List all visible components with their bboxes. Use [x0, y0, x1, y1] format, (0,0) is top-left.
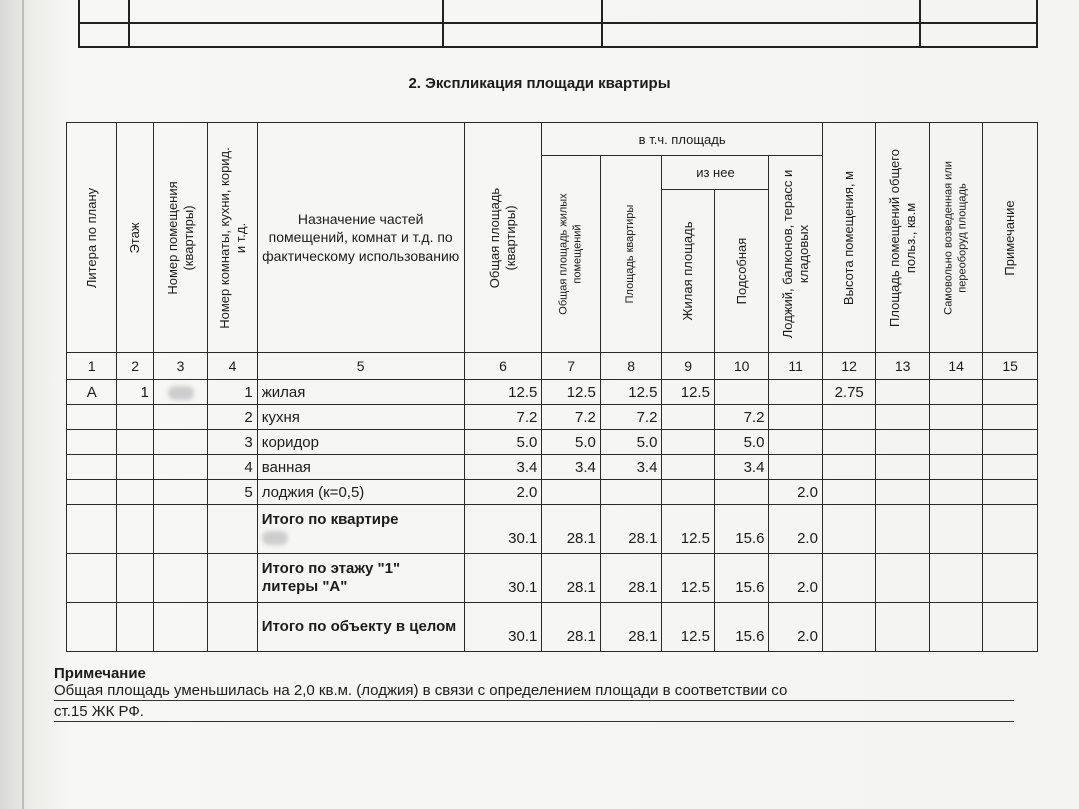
empty-cell	[208, 603, 257, 652]
cell-loggia	[769, 430, 822, 455]
header-living-area: Жилая площадь	[662, 189, 714, 353]
total-total: 30.1	[464, 554, 542, 603]
total-loggia: 2.0	[769, 554, 822, 603]
cell-total: 3.4	[464, 455, 542, 480]
empty-cell	[67, 603, 117, 652]
empty-cell	[153, 505, 208, 554]
total-aux: 15.6	[714, 603, 769, 652]
total-aux: 15.6	[714, 505, 769, 554]
header-floor: Этаж	[117, 123, 153, 353]
cell-liter	[67, 455, 117, 480]
cell-purpose: кухня	[257, 405, 464, 430]
empty-cell	[208, 505, 257, 554]
cell-living	[662, 430, 714, 455]
empty-cell	[983, 554, 1038, 603]
empty-cell	[153, 554, 208, 603]
cell-floor	[117, 480, 153, 505]
cell-aux: 7.2	[714, 405, 769, 430]
cell-apt: 3.4	[600, 455, 662, 480]
cell-aux: 3.4	[714, 455, 769, 480]
total-total: 30.1	[464, 505, 542, 554]
total-living-total: 28.1	[542, 505, 601, 554]
cell-height	[822, 455, 875, 480]
total-living-total: 28.1	[542, 554, 601, 603]
column-number-row: 1 2 3 4 5 6 7 8 9 10 11 12 13 14 15	[67, 353, 1038, 380]
total-loggia: 2.0	[769, 603, 822, 652]
cell-purpose: лоджия (к=0,5)	[257, 480, 464, 505]
header-unauthorized-area: Самовольно возведенная или переоборуд площадь	[929, 123, 982, 353]
empty-cell	[929, 505, 982, 554]
cell-apt	[600, 480, 662, 505]
empty-cell	[929, 603, 982, 652]
empty-cell	[876, 603, 929, 652]
cell-room: 2	[208, 405, 257, 430]
table-row	[67, 480, 1038, 505]
cell-living: 12.5	[662, 380, 714, 405]
cell-living	[662, 405, 714, 430]
totals-label-text: Итого по квартире	[261, 511, 399, 528]
cell-height	[822, 430, 875, 455]
empty-cell	[822, 554, 875, 603]
cell-liter: А	[67, 380, 117, 405]
empty-cell	[983, 380, 1038, 405]
cell-floor	[117, 455, 153, 480]
empty-cell	[929, 455, 982, 480]
total-aux: 15.6	[714, 554, 769, 603]
cell-floor: 1	[117, 380, 153, 405]
empty-cell	[876, 405, 929, 430]
empty-cell	[117, 603, 153, 652]
cell-room: 1	[208, 380, 257, 405]
empty-cell	[67, 505, 117, 554]
cell-height: 2.75	[822, 380, 875, 405]
explication-table	[66, 122, 1038, 652]
cell-loggia	[769, 405, 822, 430]
cell-total: 5.0	[464, 430, 542, 455]
header-height: Высота помещения, м	[822, 123, 875, 353]
header-room-number: Номер комнаты, кухни, корид. и т.д.	[208, 123, 257, 353]
empty-cell	[822, 505, 875, 554]
empty-cell	[876, 505, 929, 554]
table-row	[67, 405, 1038, 430]
header-premise-number: Номер помещения (квартиры)	[153, 123, 208, 353]
empty-cell	[876, 554, 929, 603]
cell-aux	[714, 480, 769, 505]
header-loggia: Лоджий, балконов, терасс и кладовых	[769, 156, 822, 353]
cell-aux	[714, 380, 769, 405]
cell-floor	[117, 430, 153, 455]
header-auxiliary: Подсобная	[714, 189, 769, 353]
note-heading: Примечание	[54, 665, 146, 682]
cell-height	[822, 405, 875, 430]
cell-room: 5	[208, 480, 257, 505]
totals-label-text: Итого по объекту в целом	[261, 618, 457, 635]
page-title: 2. Экспликация площади квартиры	[408, 75, 671, 92]
table-row	[67, 380, 1038, 405]
cell-loggia	[769, 455, 822, 480]
empty-cell	[876, 430, 929, 455]
header-liter: Литера по плану	[67, 123, 117, 353]
cell-living-total: 5.0	[542, 430, 601, 455]
header-total-area: Общая площадь (квартиры)	[464, 123, 542, 353]
cell-apt: 5.0	[600, 430, 662, 455]
total-apt: 28.1	[600, 603, 662, 652]
cell-liter	[67, 405, 117, 430]
cell-floor	[117, 405, 153, 430]
empty-cell	[983, 430, 1038, 455]
empty-cell	[117, 505, 153, 554]
empty-cell	[929, 554, 982, 603]
empty-cell	[876, 480, 929, 505]
empty-cell	[876, 380, 929, 405]
cell-room: 4	[208, 455, 257, 480]
total-living: 12.5	[662, 603, 714, 652]
total-apt: 28.1	[600, 505, 662, 554]
empty-cell	[983, 505, 1038, 554]
cell-living-total: 12.5	[542, 380, 601, 405]
empty-cell	[929, 405, 982, 430]
cell-purpose: ванная	[257, 455, 464, 480]
table-row	[67, 430, 1038, 455]
totals-label-text: Итого по этажу "1" литеры "А"	[261, 560, 401, 595]
cell-total: 7.2	[464, 405, 542, 430]
total-apt: 28.1	[600, 554, 662, 603]
previous-table-fragment	[78, 0, 1038, 48]
note-section	[54, 665, 1014, 722]
cell-purpose: жилая	[257, 380, 464, 405]
total-living: 12.5	[662, 505, 714, 554]
totals-label	[257, 603, 464, 652]
header-apartment-area: Площадь квартиры	[600, 156, 662, 353]
cell-living-total: 7.2	[542, 405, 601, 430]
premise-number-cell	[153, 480, 208, 505]
cell-apt: 12.5	[600, 380, 662, 405]
cell-apt: 7.2	[600, 405, 662, 430]
empty-cell	[929, 430, 982, 455]
totals-row	[67, 603, 1038, 652]
empty-cell	[983, 405, 1038, 430]
totals-label	[257, 505, 464, 554]
cell-living	[662, 480, 714, 505]
redacted-mark	[168, 386, 194, 400]
total-loggia: 2.0	[769, 505, 822, 554]
empty-cell	[208, 554, 257, 603]
empty-cell	[822, 603, 875, 652]
cell-liter	[67, 430, 117, 455]
header-group-of-it: из нее	[662, 156, 769, 190]
premise-number-cell	[153, 455, 208, 480]
total-living: 12.5	[662, 554, 714, 603]
cell-room: 3	[208, 430, 257, 455]
cell-liter	[67, 480, 117, 505]
header-common-area: Площадь помещений общего польз., кв.м	[876, 123, 929, 353]
cell-loggia: 2.0	[769, 480, 822, 505]
note-text-line-1: Общая площадь уменьшилась на 2,0 кв.м. (лоджия) в связи с определением площади в соответствии со	[54, 682, 1014, 701]
total-total: 30.1	[464, 603, 542, 652]
redacted-mark	[262, 531, 288, 545]
cell-living-total	[542, 480, 601, 505]
totals-row	[67, 554, 1038, 603]
header-purpose: Назначение частей помещений, комнат и т.д. по фактическому использованию	[257, 123, 464, 353]
empty-cell	[983, 455, 1038, 480]
total-living-total: 28.1	[542, 603, 601, 652]
cell-total: 12.5	[464, 380, 542, 405]
empty-cell	[929, 480, 982, 505]
cell-total: 2.0	[464, 480, 542, 505]
premise-number-cell	[153, 380, 208, 405]
empty-cell	[153, 603, 208, 652]
empty-cell	[983, 480, 1038, 505]
page-fold	[22, 0, 24, 809]
cell-living-total: 3.4	[542, 455, 601, 480]
note-text-line-2: ст.15 ЖК РФ.	[54, 701, 1014, 722]
empty-cell	[117, 554, 153, 603]
empty-cell	[876, 455, 929, 480]
cell-living	[662, 455, 714, 480]
cell-loggia	[769, 380, 822, 405]
header-remark: Примечание	[983, 123, 1038, 353]
table-row	[67, 455, 1038, 480]
cell-height	[822, 480, 875, 505]
totals-row	[67, 505, 1038, 554]
empty-cell	[929, 380, 982, 405]
totals-label	[257, 554, 464, 603]
cell-purpose: коридор	[257, 430, 464, 455]
cell-aux: 5.0	[714, 430, 769, 455]
empty-cell	[983, 603, 1038, 652]
premise-number-cell	[153, 405, 208, 430]
header-living-total-area: Общая площадь жилых помещений	[542, 156, 601, 353]
premise-number-cell	[153, 430, 208, 455]
header-group-area: в т.ч. площадь	[542, 123, 823, 156]
empty-cell	[67, 554, 117, 603]
